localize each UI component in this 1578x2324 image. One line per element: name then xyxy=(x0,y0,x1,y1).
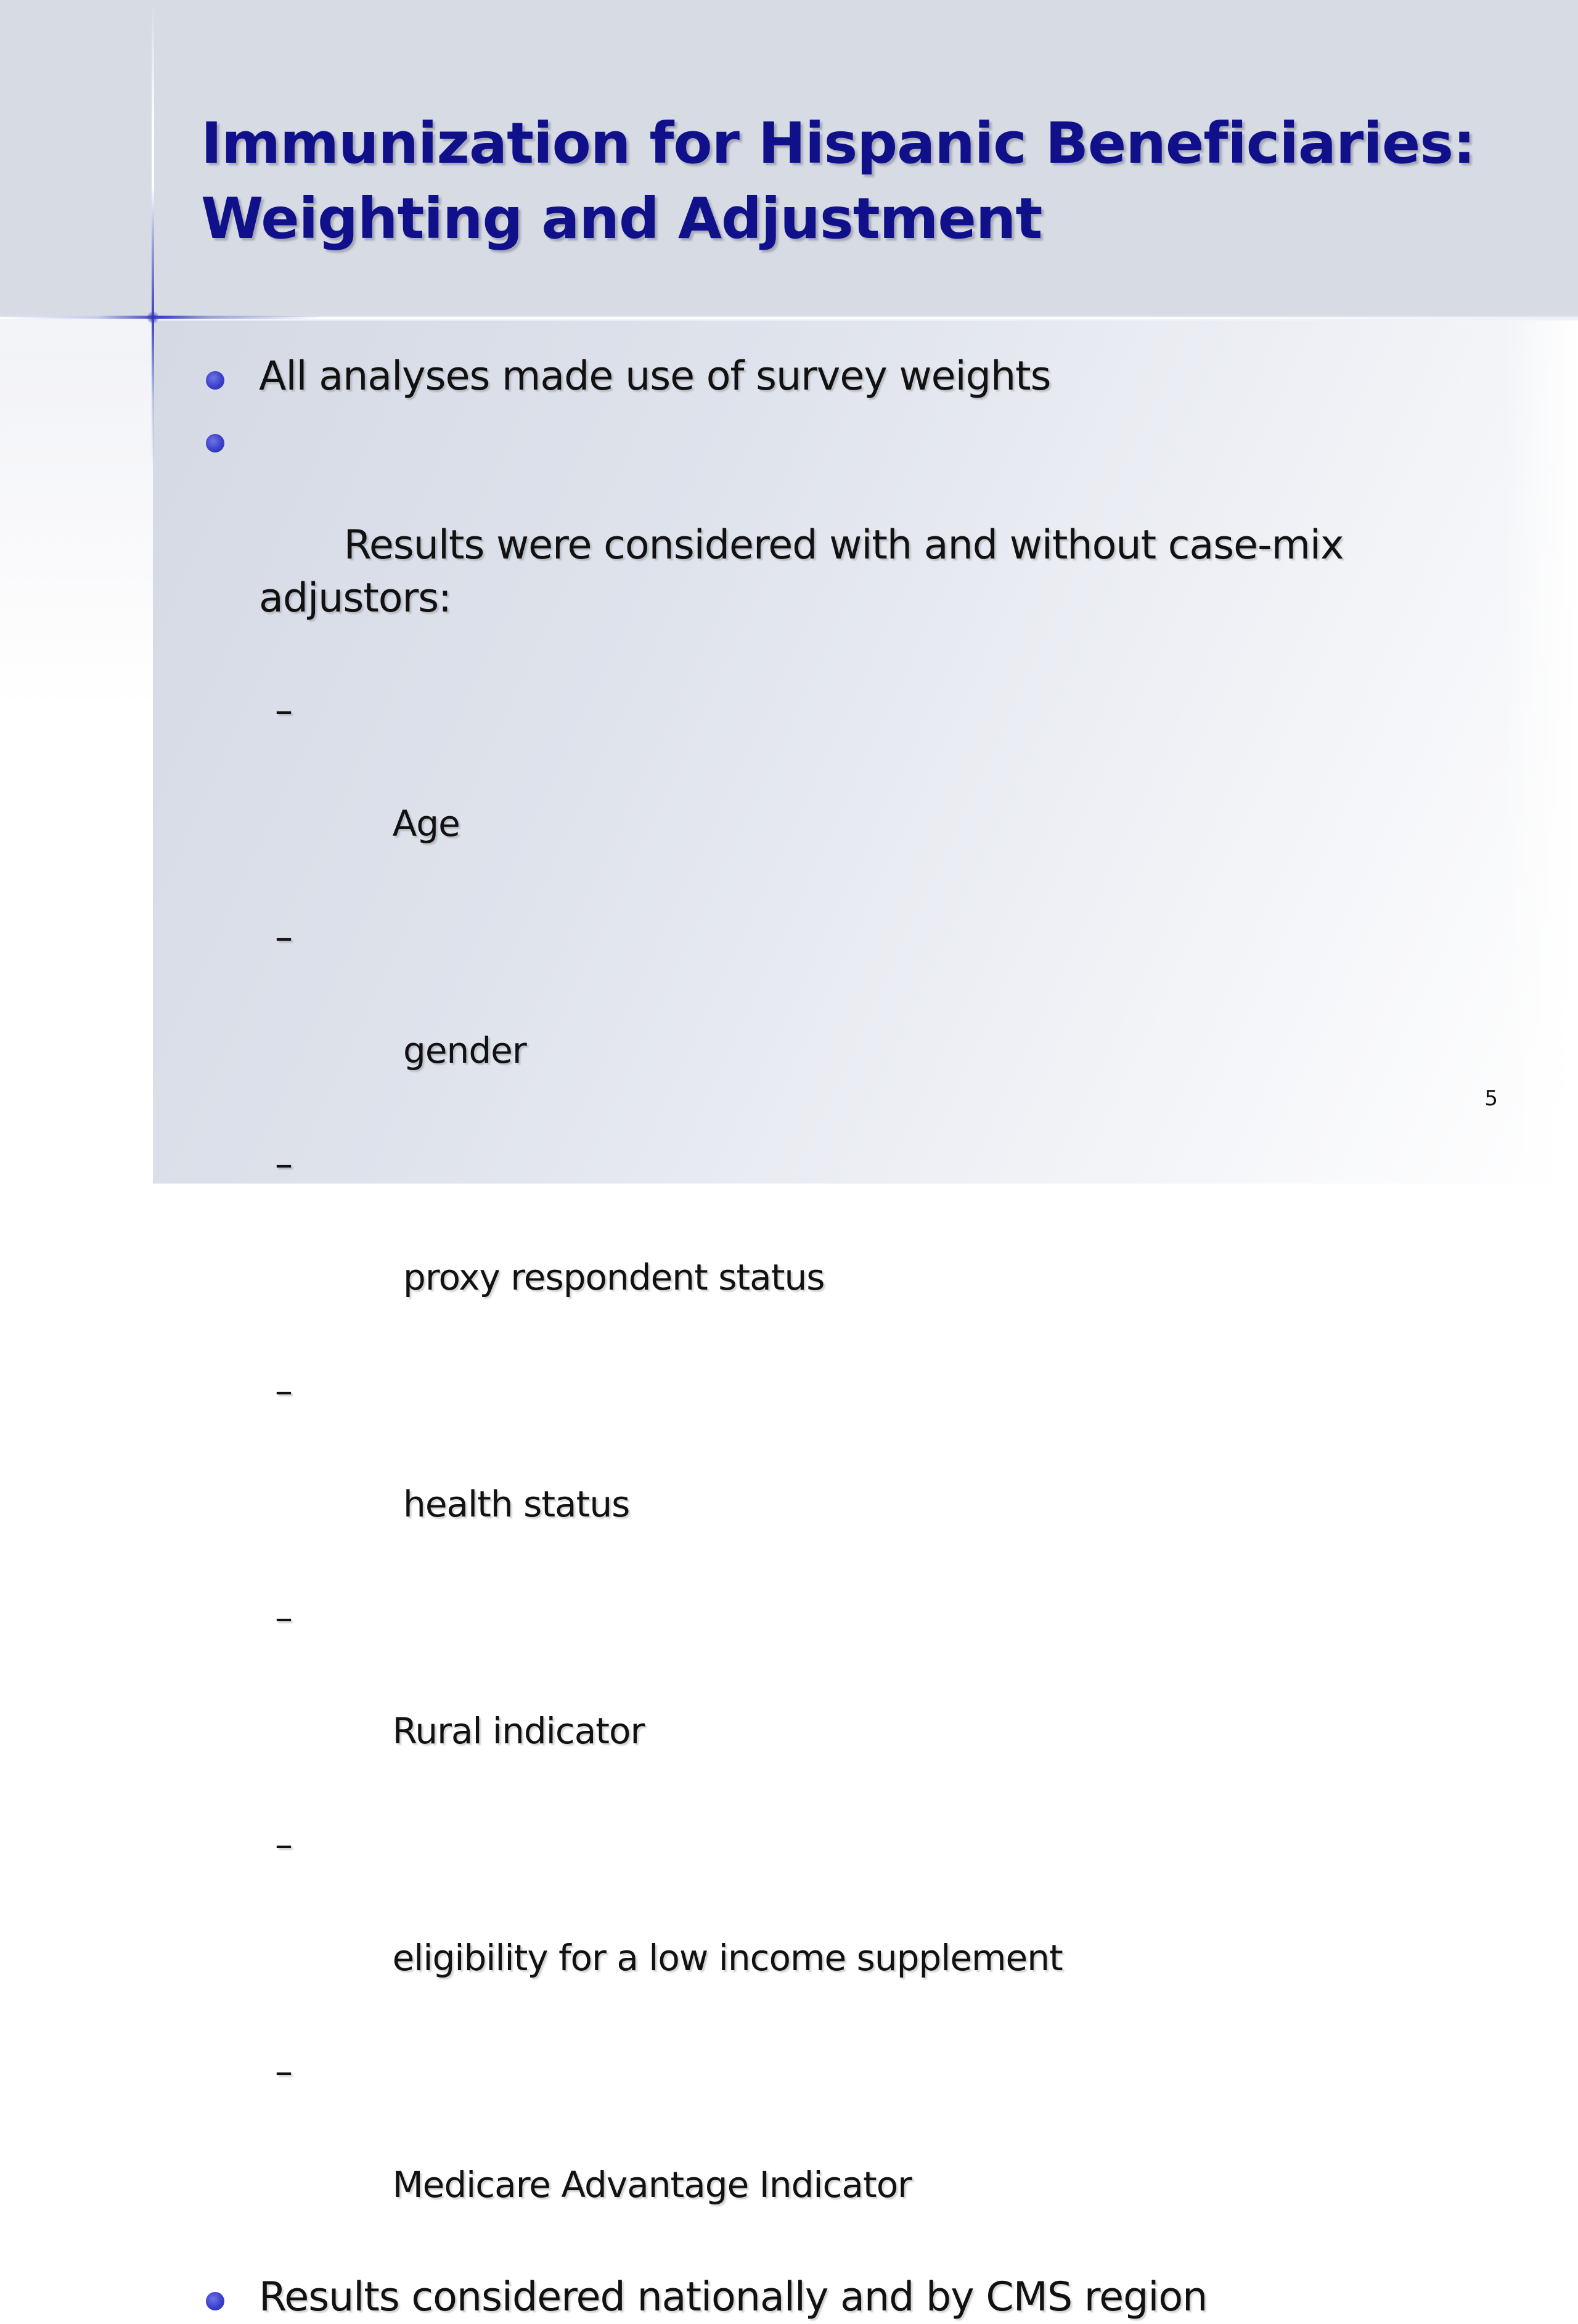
slide-title xyxy=(201,106,1526,256)
bullet-dot-icon xyxy=(206,2292,224,2310)
bullet-text: All analyses made use of survey weights xyxy=(259,353,1051,399)
page-number: 5 xyxy=(1484,1086,1498,1111)
sparkle-star-icon xyxy=(147,311,159,324)
sub-bullet-text: Medicare Advantage Indicator xyxy=(392,2164,912,2206)
sparkle-vertical-line xyxy=(152,0,154,468)
bullet-dot-icon xyxy=(206,434,224,452)
sub-bullet-text: Age xyxy=(392,803,460,845)
sub-bullet-item xyxy=(197,909,1492,1135)
title-line-2: Weighting and Adjustment xyxy=(201,186,1042,252)
bullet-text: Results were considered with and without case-mix adjustors: xyxy=(259,522,1356,621)
right-fade xyxy=(1504,321,1578,1184)
sub-bullet-item xyxy=(197,2043,1492,2270)
sparkle-horizontal-line xyxy=(0,316,321,319)
bullet-dot-icon xyxy=(206,371,224,390)
sub-bullet-item xyxy=(197,1362,1492,1589)
dash-icon: – xyxy=(275,1143,292,1185)
sub-bullet-item xyxy=(197,1135,1492,1362)
bullet-text: Results considered nationally and by CMS region xyxy=(259,2274,1208,2320)
sub-bullet-text: Rural indicator xyxy=(392,1710,645,1752)
sub-bullet-text: gender xyxy=(392,1029,526,1071)
sub-bullet-item xyxy=(197,1589,1492,1816)
dash-icon: – xyxy=(275,1370,292,1412)
dash-icon: – xyxy=(275,1597,292,1639)
bullet-item xyxy=(197,350,1492,403)
bullet-item xyxy=(197,2271,1492,2324)
sub-bullet-item xyxy=(197,682,1492,909)
dash-icon: – xyxy=(275,1823,292,1865)
dash-icon: – xyxy=(275,916,292,958)
title-line-1: Immunization for Hispanic Beneficiaries: xyxy=(201,110,1475,176)
bullet-list xyxy=(197,350,1492,2324)
sub-bullet-text: eligibility for a low income supplement xyxy=(392,1937,1063,1979)
sub-bullet-item xyxy=(197,1816,1492,2043)
sub-bullet-text: health status xyxy=(392,1483,630,1525)
dash-icon: – xyxy=(275,2050,292,2092)
sub-bullet-text: proxy respondent status xyxy=(392,1256,825,1298)
bullet-item xyxy=(197,413,1368,678)
dash-icon: – xyxy=(275,689,292,731)
